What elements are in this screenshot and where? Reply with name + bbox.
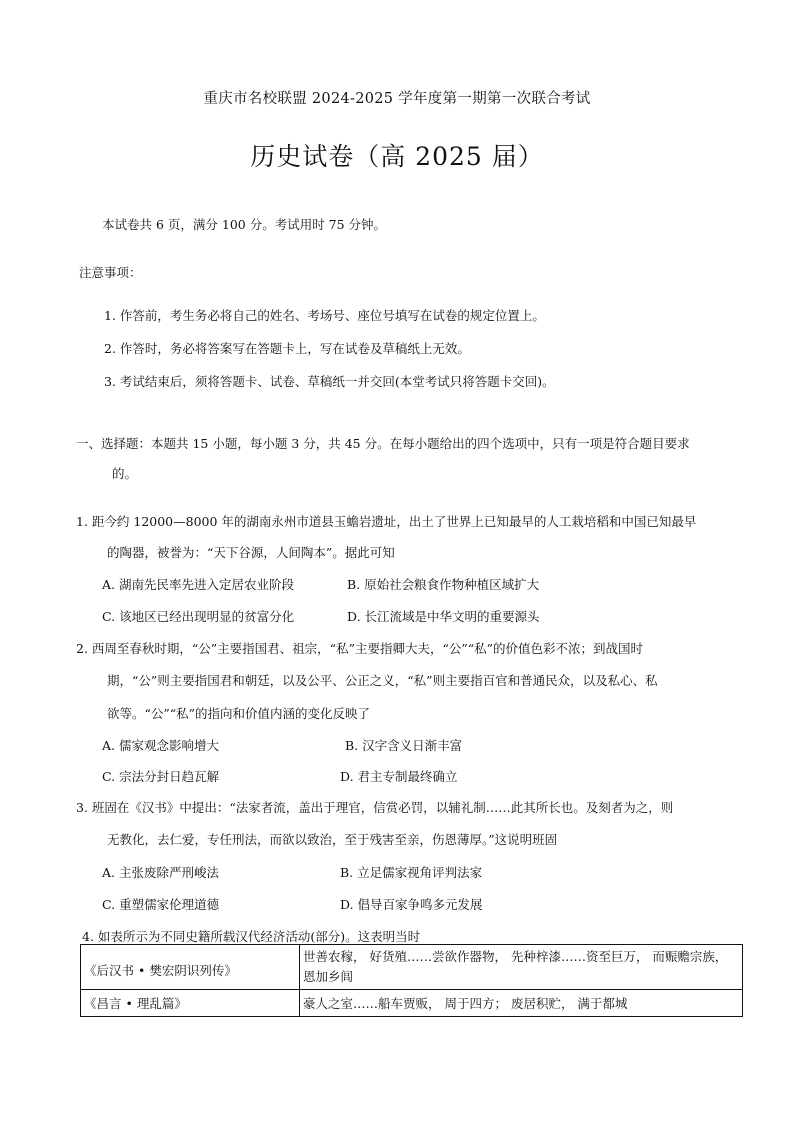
question-1-stem-cont: 的陶器，被誉为：“天下谷源，人间陶本”。据此可知 (107, 545, 395, 560)
question-2-option-d: D. 君主专制最终确立 (340, 769, 458, 784)
section-heading: 一、选择题：本题共 15 小题，每小题 3 分，共 45 分。在每小题给出的四个选项中，只有一项是符合题目要求 (76, 436, 690, 451)
question-4-table (80, 944, 743, 1017)
section-heading-cont: 的。 (112, 466, 138, 481)
question-3-option-a: A. 主张废除严刑峻法 (102, 865, 219, 880)
table-cell-source: 《昌言 • 理乱篇》 (81, 990, 300, 1017)
notice-item: 3. 考试结束后，须将答题卡、试卷、草稿纸一并交回(本堂考试只将答题卡交回)。 (104, 374, 555, 389)
question-3-stem-cont: 无教化，去仁爱，专任刑法，而欲以致治，至于残害至亲，伤恩薄厚。”这说明班固 (107, 832, 558, 847)
table-cell-content: 豪人之室……船车贾贩， 周于四方； 废居积贮， 满于都城 (300, 990, 743, 1017)
question-3-stem: 3. 班固在《汉书》中提出：“法家者流，盖出于理官，信赏必罚，以辅礼制……此其所长也。及刻者为之，则 (76, 800, 674, 815)
question-4-stem: 4. 如表所示为不同史籍所载汉代经济活动(部分)。这表明当时 (82, 929, 421, 944)
question-1-option-a: A. 湖南先民率先进入定居农业阶段 (102, 577, 294, 592)
question-1-option-b: B. 原始社会粮食作物种植区域扩大 (347, 577, 540, 592)
notice-item: 2. 作答时，务必将答案写在答题卡上，写在试卷及草稿纸上无效。 (104, 341, 470, 356)
question-2-stem-cont: 期，“公”则主要指国君和朝廷，以及公平、公正之义，“私”则主要指百官和普通民众，以及私心、私 (107, 673, 658, 688)
question-1-option-d: D. 长江流域是中华文明的重要源头 (347, 609, 540, 624)
question-3-option-d: D. 倡导百家争鸣多元发展 (340, 897, 483, 912)
table-row (81, 945, 743, 990)
question-3-option-b: B. 立足儒家视角评判法家 (340, 865, 483, 880)
exam-intro: 本试卷共 6 页，满分 100 分。考试用时 75 分钟。 (102, 217, 387, 232)
question-3-option-c: C. 重塑儒家伦理道德 (102, 897, 220, 912)
page-title: 历史试卷（高 2025 届） (250, 142, 544, 171)
notice-item: 1. 作答前，考生务必将自己的姓名、考场号、座位号填写在试卷的规定位置上。 (104, 308, 545, 323)
question-1-option-c: C. 该地区已经出现明显的贫富分化 (102, 609, 295, 624)
table-row (81, 990, 743, 1017)
table-cell-source: 《后汉书 • 樊宏阴识列传》 (81, 945, 300, 990)
question-2-option-c: C. 宗法分封日趋瓦解 (102, 769, 220, 784)
question-2-option-b: B. 汉字含义日渐丰富 (345, 738, 463, 753)
exam-header: 重庆市名校联盟 2024-2025 学年度第一期第一次联合考试 (203, 91, 591, 107)
question-2-stem: 2. 西周至春秋时期，“公”主要指国君、祖宗，“私”主要指卿大夫，“公”“私”的价值色彩不浓；到战国时 (76, 641, 644, 656)
table-cell-content: 世善农稼， 好货殖……尝欲作器物， 先种梓漆……资至巨万， 而赈赡宗族， 恩加乡闾 (300, 945, 743, 990)
notice-title: 注意事项： (79, 265, 142, 280)
question-1-stem: 1. 距今约 12000—8000 年的湖南永州市道县玉蟾岩遗址，出土了世界上已知最早的人工栽培稻和中国已知最早 (76, 514, 697, 529)
question-2-stem-cont: 欲等。“公”“私”的指向和价值内涵的变化反映了 (107, 706, 371, 721)
question-2-option-a: A. 儒家观念影响增大 (102, 738, 219, 753)
